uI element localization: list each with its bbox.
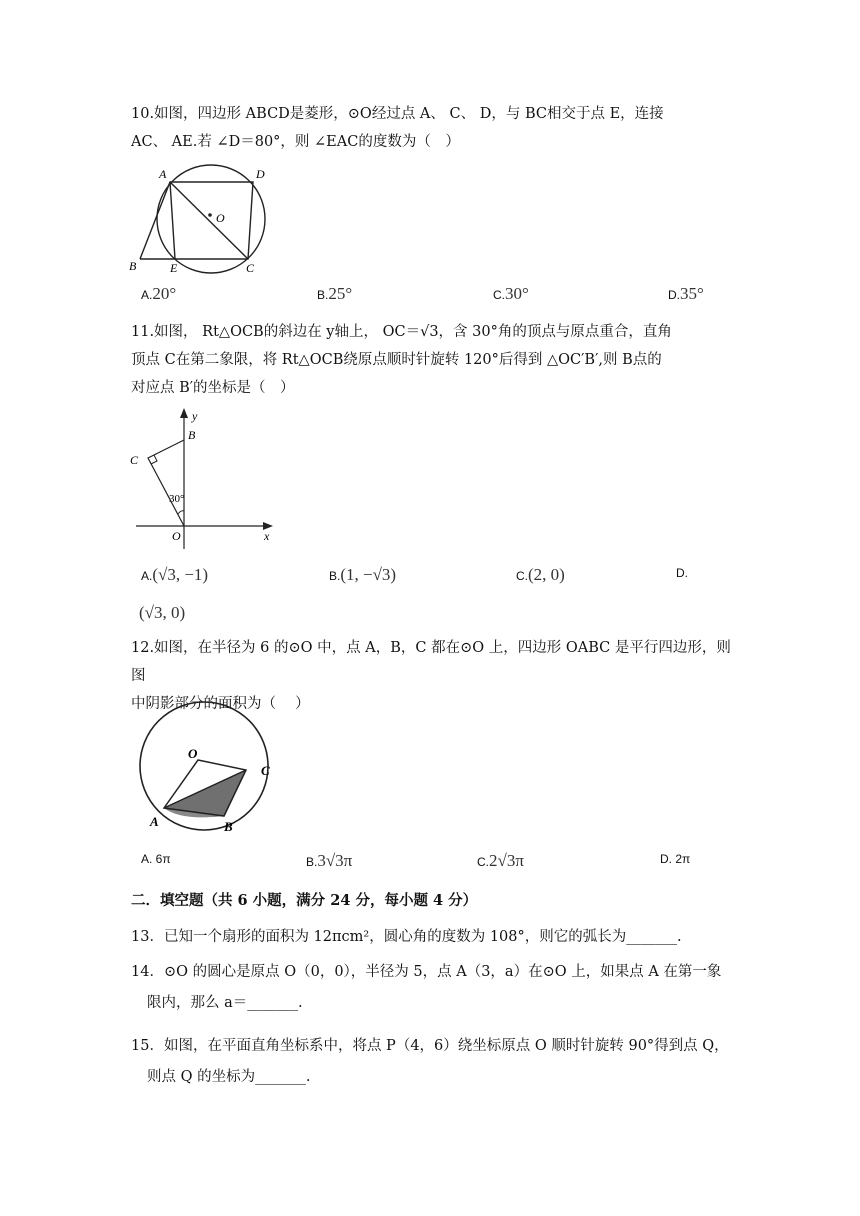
section-2-heading: 二．填空题（共 6 小题，满分 24 分，每小题 4 分） — [131, 892, 478, 909]
question-14-line-2: 限内，那么 a＝_______. — [147, 995, 303, 1011]
q12-label-a: A — [150, 814, 159, 829]
question-12-line-1: 12.如图，在半径为 6 的⊙O 中，点 A，B，C 都在⊙O 上，四边形 OABC 是平行四边形，则图 — [131, 640, 731, 684]
question-12-line-2: 中阴影部分的面积为（ ） — [131, 696, 310, 712]
question-15-line-2: 则点 Q 的坐标为_______. — [147, 1069, 311, 1085]
q11-option-b[interactable]: B.(1, −√3) — [329, 565, 397, 584]
q11-label-angle: 30° — [169, 493, 185, 505]
q11-option-c[interactable]: C.(2, 0) — [516, 565, 565, 584]
q10-option-c[interactable]: C.30° — [493, 284, 529, 303]
q11-label-o: O — [172, 529, 181, 543]
q10-label-o: O — [216, 211, 225, 225]
q12-option-b[interactable]: B.3√3π — [306, 851, 353, 870]
question-15 — [131, 1031, 741, 1093]
q10-label-a: A — [159, 167, 167, 181]
question-11-line-1: 11.如图， Rt△OCB的斜边在 y轴上， OC＝√3，含 30°角的顶点与原点重合，直角 — [131, 324, 672, 340]
q10-label-c: C — [246, 261, 255, 275]
q10-option-a[interactable]: A.20° — [141, 284, 177, 303]
q12-option-c[interactable]: C.2√3π — [477, 851, 524, 870]
q10-label-e: E — [170, 261, 178, 275]
q11-option-a[interactable]: A.(√3, −1) — [141, 565, 209, 584]
question-10-figure — [126, 162, 276, 278]
question-12-figure — [126, 700, 286, 838]
q10-option-b[interactable]: B.25° — [317, 284, 353, 303]
question-14-line-1: 14．⊙O 的圆心是原点 O（0，0），半径为 5，点 A（3，a）在⊙O 上，如果点 A 在第一象 — [131, 964, 722, 980]
q12-label-o: O — [188, 746, 198, 761]
question-15-line-1: 15．如图，在平面直角坐标系中，将点 P（4，6）绕坐标原点 O 顺时针旋转 90°得到点 Q， — [131, 1038, 729, 1054]
q12-option-d[interactable]: D. 2π — [660, 852, 691, 866]
question-14 — [131, 957, 741, 1019]
q11-option-d-value[interactable]: (√3, 0) — [139, 603, 186, 622]
q11-option-d-letter[interactable]: D. — [676, 566, 688, 580]
q11-label-y: y — [192, 409, 198, 423]
q10-option-d[interactable]: D.35° — [668, 284, 704, 303]
q10-label-b: B — [129, 259, 137, 273]
q10-label-d: D — [256, 167, 265, 181]
question-10-line-2: AC、 AE.若 ∠D＝80°，则 ∠EAC的度数为（ ） — [131, 134, 460, 150]
question-11-line-2: 顶点 C在第二象限，将 Rt△OCB绕原点顺时针旋转 120°后得到 △OC′B′,则 B点的 — [131, 352, 662, 368]
q11-label-x: x — [264, 529, 270, 543]
q12-label-c: C — [261, 763, 270, 778]
question-13: 13．已知一个扇形的面积为 12πcm²，圆心角的度数为 108°，则它的弧长为_______. — [131, 929, 682, 945]
question-10 — [131, 100, 731, 156]
question-11 — [131, 318, 731, 402]
q12-option-a[interactable]: A. 6π — [141, 852, 171, 866]
question-11-line-3: 对应点 B′的坐标是（ ） — [131, 380, 295, 396]
question-10-line-1: 10.如图，四边形 ABCD是菱形，⊙O经过点 A、 C、 D，与 BC相交于点 E，连接 — [131, 106, 664, 122]
q12-label-b: B — [224, 819, 233, 834]
q11-label-b: B — [188, 428, 196, 442]
q11-label-c: C — [130, 453, 139, 467]
question-11-figure — [126, 404, 281, 550]
